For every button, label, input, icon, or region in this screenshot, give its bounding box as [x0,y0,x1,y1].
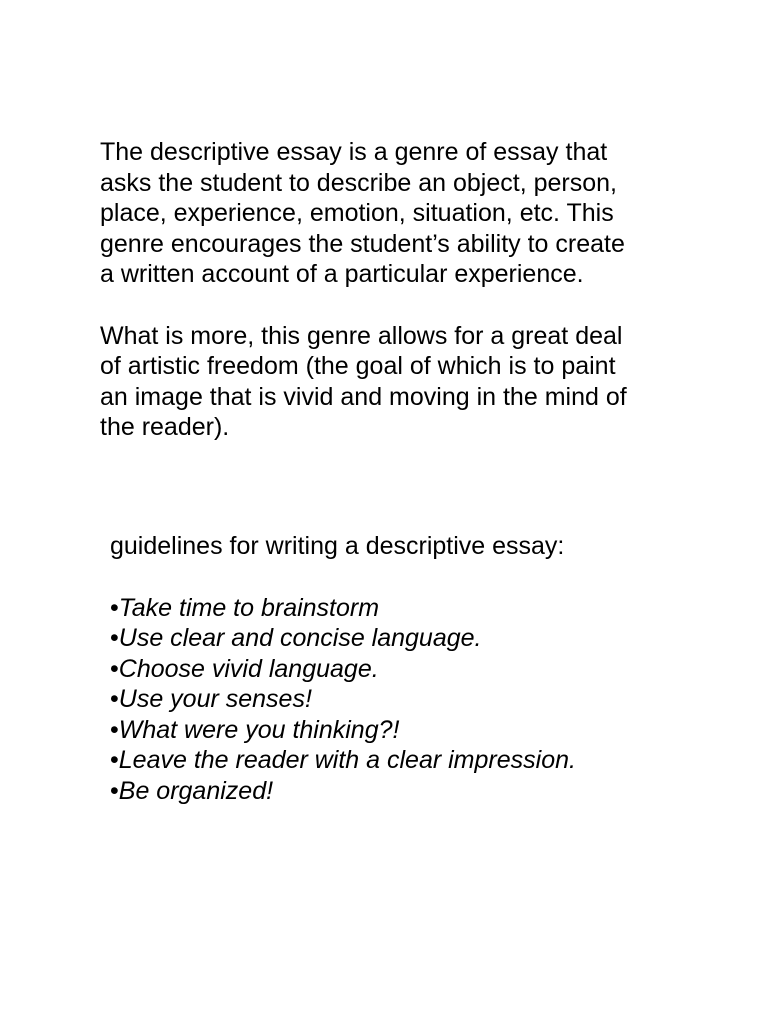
list-item-text: Use your senses! [118,685,312,713]
list-item-text: Be organized! [118,776,274,805]
text-line: What is more, this genre allows for a great deal [100,321,623,350]
text-line: place, experience, emotion, situation, etc. This [100,199,614,227]
guidelines-list [110,593,710,807]
list-item [110,715,710,746]
list-item-text: Choose vivid language. [118,654,379,683]
list-item-text: What were you thinking?! [118,715,400,744]
bullet-icon: • [110,593,119,622]
text-line: an image that is vivid and moving in the mind of [100,382,627,411]
text-line: The descriptive essay is a genre of essay that [100,138,608,166]
list-item-text: Use clear and concise language. [118,624,482,652]
text-line: genre encourages the student’s ability to create [100,229,625,258]
bullet-icon: • [110,776,119,805]
list-item [110,776,710,807]
bullet-icon: • [110,715,119,744]
list-item [110,593,710,624]
guidelines-heading: guidelines for writing a descriptive essay: [110,532,565,560]
text-line: asks the student to describe an object, person, [100,168,617,197]
intro-paragraph-2 [100,321,690,443]
intro-paragraph-1 [100,137,690,290]
list-item-text: Leave the reader with a clear impression. [118,746,576,774]
guidelines-section [110,531,710,806]
list-item-text: Take time to brainstorm [118,593,380,622]
text-line: of artistic freedom (the goal of which is to paint [100,352,616,380]
list-item [110,684,710,715]
text-line: a written account of a particular experience. [100,260,584,288]
list-item [110,623,710,654]
bullet-icon: • [110,624,119,652]
list-item [110,654,710,685]
bullet-icon: • [110,685,119,713]
text-line: the reader). [100,413,230,441]
intro-section [100,137,690,443]
bullet-icon: • [110,746,119,774]
bullet-icon: • [110,654,119,683]
list-item [110,745,710,776]
